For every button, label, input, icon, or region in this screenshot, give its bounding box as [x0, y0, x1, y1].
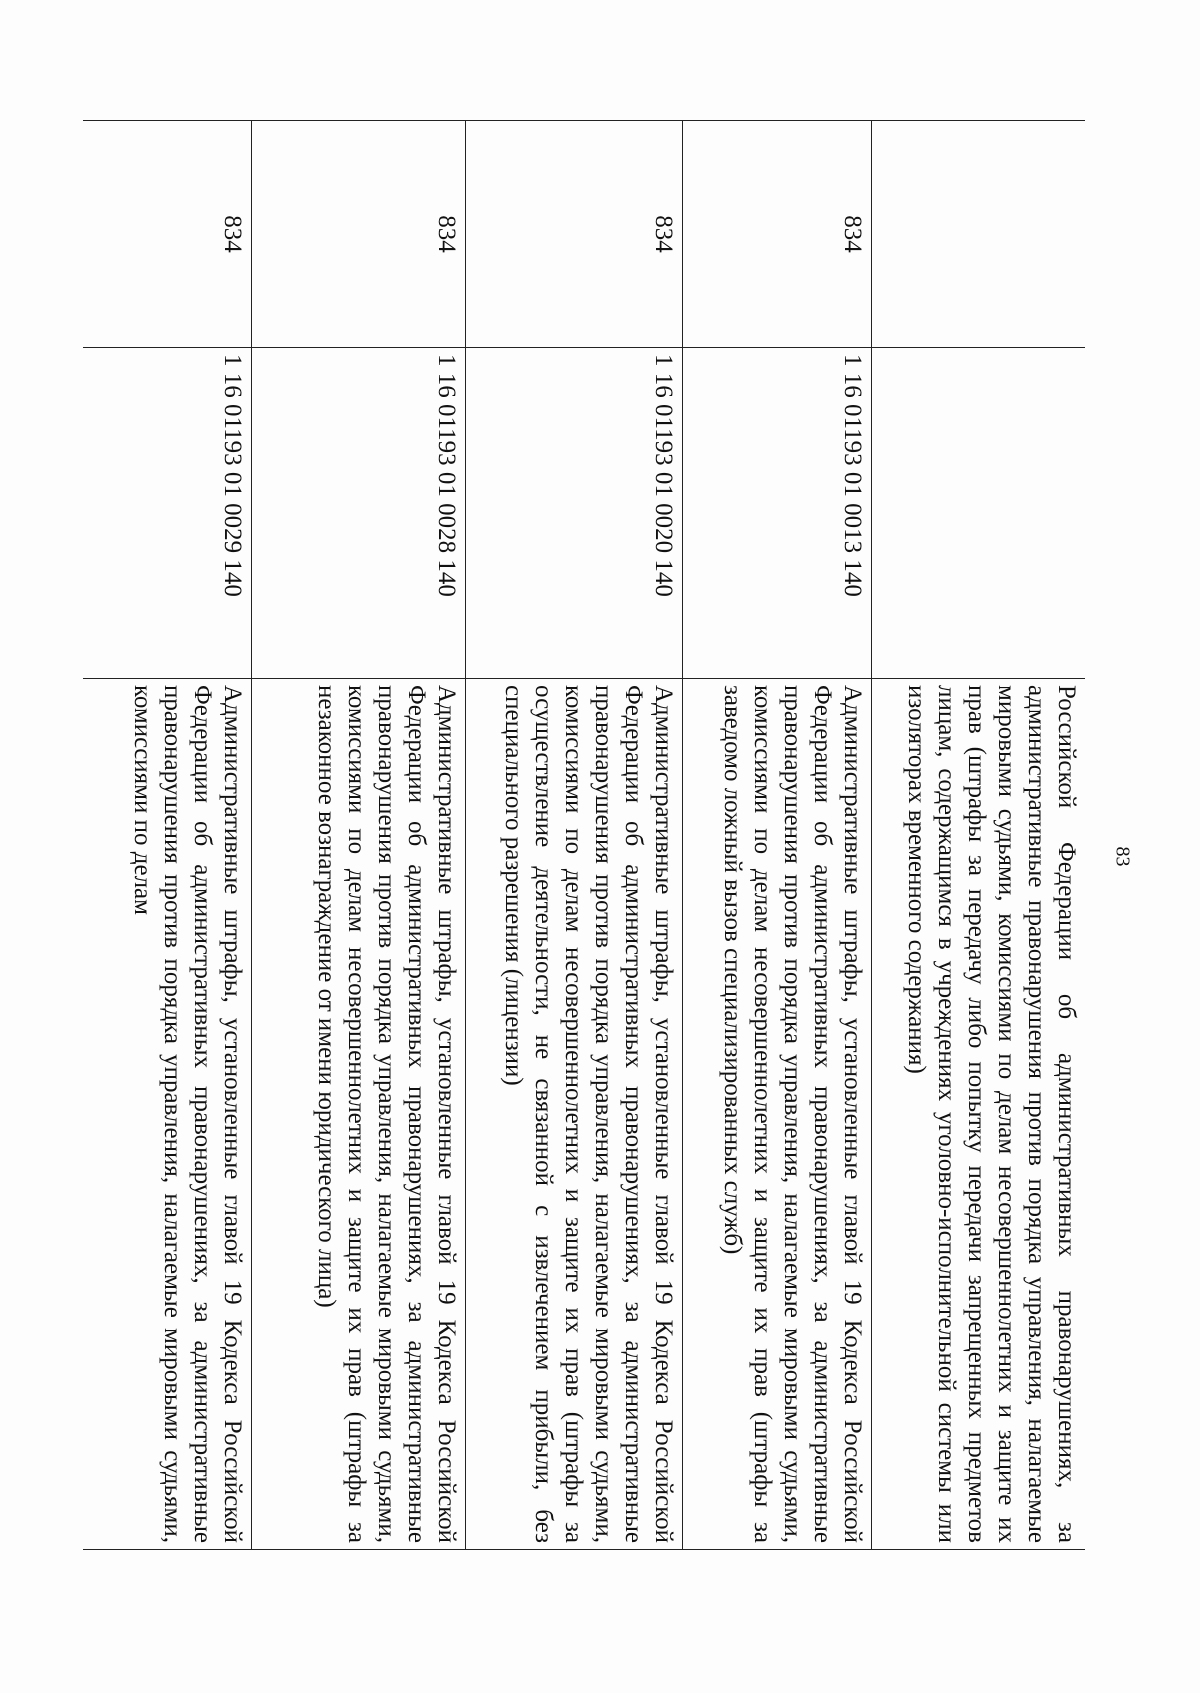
- rotated-table-container: [90, 120, 1085, 1550]
- description-cell: Административные штрафы, установленные главой 19 Кодекса Российской Федерации об административных правонарушениях, за административные правонарушения против порядка управления, налагаемые мировыми судьями, комиссиями по делам несовершеннолетних и защите их прав (штрафы за осуществление деятельности, не связанной с извлечением прибыли, без специального разрешения (лицензии): [466, 679, 683, 1550]
- page-number: 83: [1111, 846, 1134, 867]
- admin-code-cell: 834: [83, 121, 252, 348]
- admin-code-cell: 834: [466, 121, 683, 348]
- table-row: [466, 121, 683, 1550]
- kbk-code-cell: 1 16 01193 01 0013 140: [683, 348, 872, 679]
- description-cell: Административные штрафы, установленные главой 19 Кодекса Российской Федерации об административных правонарушениях, за административные правонарушения против порядка управления, налагаемые мировыми судьями, комиссиями по делам несовершеннолетних и защите их прав (штрафы за незаконное вознаграждение от имени юридического лица): [252, 679, 466, 1550]
- description-cell: Российской Федерации об административных правонарушениях, за административные правонарушения против порядка управления, налагаемые мировыми судьями, комиссиями по делам несовершеннолетних и защите их прав (штрафы за передачу либо попытку передачи запрещенных предметов лицам, содержащимся в учреждениях уголовно-исполнительной системы или изоляторах временного содержания): [872, 679, 1086, 1550]
- kbk-code-cell: 1 16 01193 01 0029 140: [83, 348, 252, 679]
- admin-code-cell: 834: [252, 121, 466, 348]
- kbk-code-cell: [872, 348, 1086, 679]
- budget-codes-table: [83, 120, 1085, 1550]
- description-cell: Административные штрафы, установленные главой 19 Кодекса Российской Федерации об административных правонарушениях, за административные правонарушения против порядка управления, налагаемые мировыми судьями, комиссиями по делам несовершеннолетних и защите их прав (штрафы за заведомо ложный вызов специализированных служб): [683, 679, 872, 1550]
- kbk-code-cell: 1 16 01193 01 0020 140: [466, 348, 683, 679]
- table-row: [872, 121, 1086, 1550]
- table-row: [83, 121, 252, 1550]
- table-row: [683, 121, 872, 1550]
- table-row: [252, 121, 466, 1550]
- description-cell: Административные штрафы, установленные главой 19 Кодекса Российской Федерации об административных правонарушениях, за административные правонарушения против порядка управления, налагаемые мировыми судьями, комиссиями по делам: [83, 679, 252, 1550]
- kbk-code-cell: 1 16 01193 01 0028 140: [252, 348, 466, 679]
- admin-code-cell: [872, 121, 1086, 348]
- admin-code-cell: 834: [683, 121, 872, 348]
